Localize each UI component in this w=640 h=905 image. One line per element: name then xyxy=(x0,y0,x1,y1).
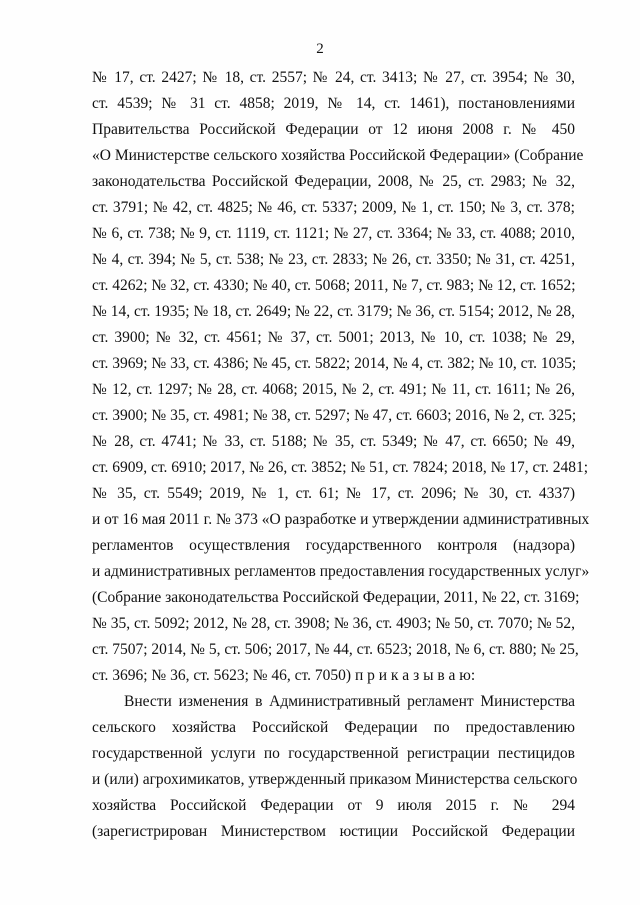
text-line: регламентов осуществления государственного контроля (надзора) xyxy=(92,537,575,554)
paragraph-first-line: Внести изменения в Административный регламент Министерства xyxy=(124,693,575,710)
text-line: № 4, ст. 394; № 5, ст. 538; № 23, ст. 2833; № 26, ст. 3350; № 31, ст. 4251, xyxy=(92,251,575,268)
text-line: ст. 3900; № 35, ст. 4981; № 38, ст. 5297; № 47, ст. 6603; 2016, № 2, ст. 325; xyxy=(92,407,577,424)
text-line: (зарегистрирован Министерством юстиции Российской Федерации xyxy=(92,823,575,840)
text-line: № 35, ст. 5549; 2019, № 1, ст. 61; № 17, ст. 2096; № 30, ст. 4337) xyxy=(92,485,575,502)
text-line: ст. 3900; № 32, ст. 4561; № 37, ст. 5001; 2013, № 10, ст. 1038; № 29, xyxy=(92,329,575,346)
text-line: Правительства Российской Федерации от 12 июня 2008 г. № 450 xyxy=(92,121,575,138)
text-line: № 28, ст. 4741; № 33, ст. 5188; № 35, ст. 5349; № 47, ст. 6650; № 49, xyxy=(92,433,575,450)
page-number: 2 xyxy=(316,41,324,57)
text-line: ст. 3696; № 36, ст. 5623; № 46, ст. 7050) п р и к а з ы в а ю: xyxy=(92,667,476,684)
text-line: ст. 7507; 2014, № 5, ст. 506; 2017, № 44, ст. 6523; 2018, № 6, ст. 880; № 25, xyxy=(92,641,579,658)
text-line: (Собрание законодательства Российской Федерации, 2011, № 22, ст. 3169; xyxy=(92,589,580,606)
text-line: и (или) агрохимикатов, утвержденный приказом Министерства сельского xyxy=(92,771,578,788)
text-line: и от 16 мая 2011 г. № 373 «О разработке и утверждении административных xyxy=(92,511,590,528)
text-line: ст. 6909, ст. 6910; 2017, № 26, ст. 3852; № 51, ст. 7824; 2018, № 17, ст. 2481; xyxy=(92,459,589,476)
text-line: ст. 4262; № 32, ст. 4330; № 40, ст. 5068; 2011, № 7, ст. 983; № 12, ст. 1652; xyxy=(92,277,576,294)
text-line: государственной услуги по государственной регистрации пестицидов xyxy=(92,745,575,762)
text-line: № 14, ст. 1935; № 18, ст. 2649; № 22, ст. 3179; № 36, ст. 5154; 2012, № 28, xyxy=(92,303,575,320)
text-line: «О Министерстве сельского хозяйства Российской Федерации» (Собрание xyxy=(92,147,584,164)
text-line: ст. 4539; № 31 ст. 4858; 2019, № 14, ст. 1461), постановлениями xyxy=(92,95,575,112)
text-line: законодательства Российской Федерации, 2008, № 25, ст. 2983; № 32, xyxy=(92,173,575,190)
text-line: № 12, ст. 1297; № 28, ст. 4068; 2015, № 2, ст. 491; № 11, ст. 1611; № 26, xyxy=(92,381,575,398)
text-line: сельского хозяйства Российской Федерации по предоставлению xyxy=(92,719,575,736)
text-line: ст. 3969; № 33, ст. 4386; № 45, ст. 5822; 2014, № 4, ст. 382; № 10, ст. 1035; xyxy=(92,355,577,372)
text-line: и административных регламентов предоставления государственных услуг» xyxy=(92,563,590,580)
text-line: хозяйства Российской Федерации от 9 июля 2015 г. № 294 xyxy=(92,797,575,814)
document-body xyxy=(92,65,590,845)
text-line: ст. 3791; № 42, ст. 4825; № 46, ст. 5337; 2009, № 1, ст. 150; № 3, ст. 378; xyxy=(92,199,575,216)
text-line: № 35, ст. 5092; 2012, № 28, ст. 3908; № 36, ст. 4903; № 50, ст. 7070; № 52, xyxy=(92,615,575,632)
text-line: № 17, ст. 2427; № 18, ст. 2557; № 24, ст. 3413; № 27, ст. 3954; № 30, xyxy=(92,69,575,86)
text-line: № 6, ст. 738; № 9, ст. 1119, ст. 1121; № 27, ст. 3364; № 33, ст. 4088; 2010, xyxy=(92,225,575,242)
